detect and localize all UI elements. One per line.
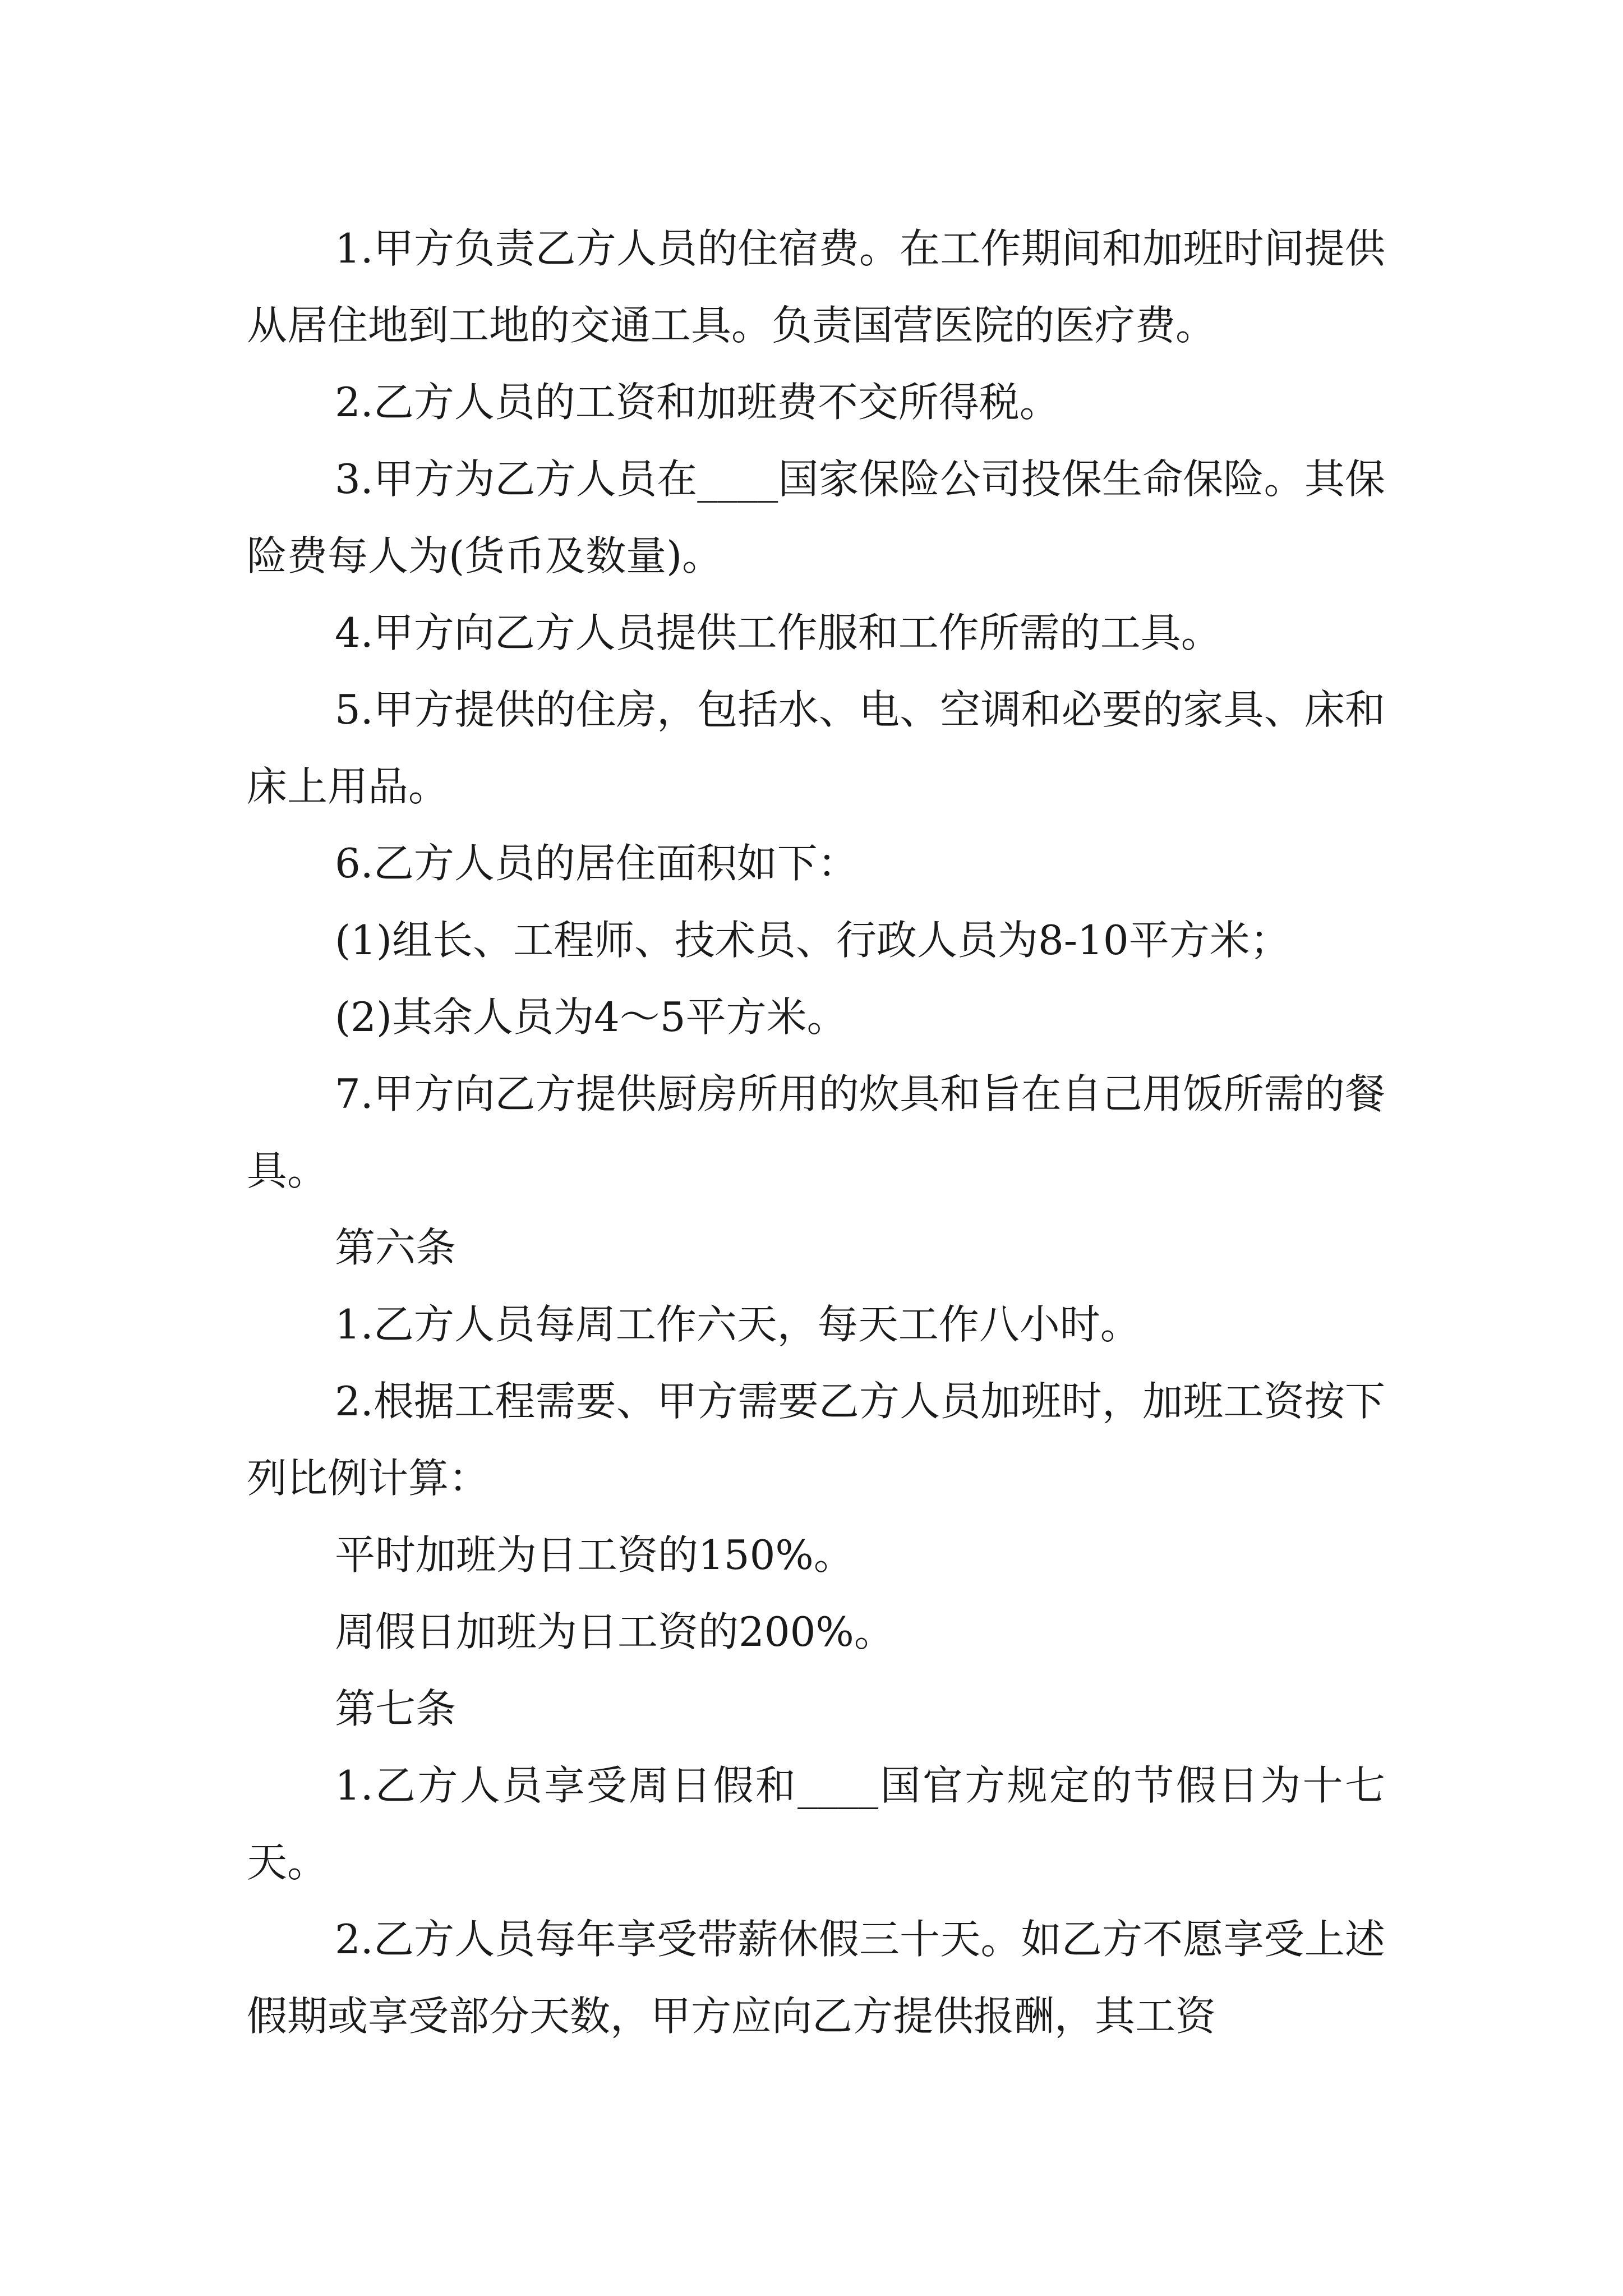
document-body [247, 210, 1385, 2055]
article-heading-6: 第六条 [335, 1224, 457, 1271]
paragraph-clause-6-item-1: (1)组长、工程师、技术员、行政人员为8-10平方米； [335, 917, 1290, 964]
paragraph-clause-7: 7.甲方向乙方提供厨房所用的炊具和旨在自己用饭所需的餐具。 [247, 1070, 1385, 1194]
paragraph-clause-4: 4.甲方向乙方人员提供工作服和工作所需的工具。 [335, 609, 1221, 656]
paragraph-clause-2: 2.乙方人员的工资和加班费不交所得税。 [335, 379, 1060, 426]
paragraph-clause-6-item-2: (2)其余人员为4～5平方米。 [335, 993, 847, 1041]
paragraph-overtime-weekday: 平时加班为日工资的150%。 [335, 1531, 854, 1579]
paragraph-article-6-clause-2: 2.根据工程需要、甲方需要乙方人员加班时，加班工资按下列比例计算： [247, 1378, 1385, 1502]
paragraph-overtime-holiday: 周假日加班为日工资的200%。 [335, 1608, 895, 1655]
paragraph-clause-1: 1.甲方负责乙方人员的住宿费。在工作期间和加班时间提供从居住地到工地的交通工具。负责国营医院的医疗费。 [247, 225, 1385, 349]
paragraph-clause-6: 6.乙方人员的居住面积如下： [335, 840, 858, 887]
paragraph-article-7-clause-2: 2.乙方人员每年享受带薪休假三十天。如乙方不愿享受上述假期或享受部分天数，甲方应向乙方提供报酬，其工资 [247, 1916, 1385, 2040]
article-heading-7: 第七条 [335, 1685, 457, 1732]
paragraph-article-6-clause-1: 1.乙方人员每周工作六天，每天工作八小时。 [335, 1301, 1141, 1348]
paragraph-clause-3: 3.甲方为乙方人员在____国家保险公司投保生命保险。其保险费每人为(货币及数量)。 [247, 455, 1385, 579]
paragraph-article-7-clause-1: 1.乙方人员享受周日假和____国官方规定的节假日为十七天。 [247, 1762, 1385, 1886]
paragraph-clause-5: 5.甲方提供的住房，包括水、电、空调和必要的家具、床和床上用品。 [247, 686, 1385, 810]
